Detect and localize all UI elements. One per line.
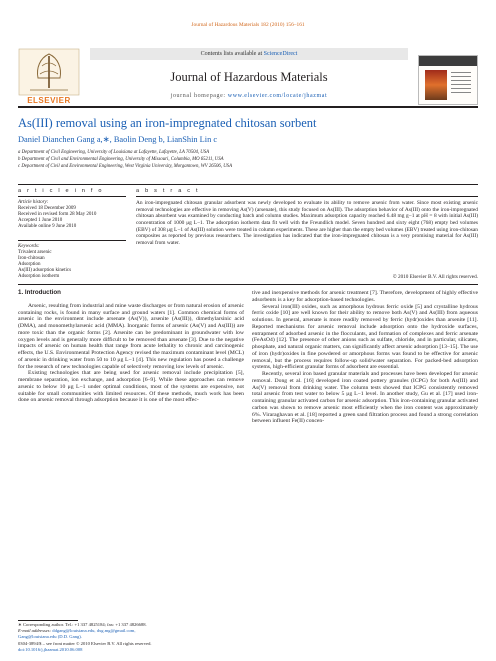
affiliation: a Department of Civil Engineering, University of Louisiana at Lafayette, Lafayette, LA 70504, USA [18, 150, 210, 155]
corresponding-author: ∗ Corresponding author. Tel.: +1 337 4825184; fax: +1 337 4826688. [18, 622, 147, 627]
journal-cover-image [418, 55, 478, 105]
email-link[interactable]: Gang@louisiana.edu (D.D. Gang). [18, 633, 82, 639]
paragraph: Several iron(III) oxides, such as amorphous hydrous ferric oxide [5] and crystalline hydrous ferric oxide [10] are well known for their ability to remove both As(V) and As(III) from aqueous solutions. In general, arsenate is more readily removed by ferric (hydr)oxides than arsenite [11]. Reported mechanisms for arsenic removal include adsorption onto the hydroxide surfaces, entrapment of adsorbed arsenic in the flocculants, and formation of complexes and ferric arsenate (FeAsO4) [12]. The presence of other anions such as sulfate, chloride, and in particular, silicates, phosphate, and natural organic matters, can significantly affect arsenic adsorption [13–15]. The use of iron (hydr)oxides in fine powdered or amorphous forms was found to be effective for arsenic removal, but the process requires follow-up solid/water separation. For packed-bed adsorption systems, high-efficient granular forms of adsorbent are essential. [252, 303, 478, 371]
history-entry: Accepted 1 June 2010 [18, 218, 63, 224]
history-title: Article history: [18, 200, 49, 205]
email-prefix: E-mail addresses: [18, 627, 53, 633]
journal-reference: Journal of Hazardous Materials 182 (2010) 156–161 [191, 22, 305, 28]
left-column [18, 290, 244, 404]
header-rule [18, 106, 478, 108]
history-entry: Available online 9 June 2010 [18, 224, 77, 230]
keyword: Adsorption [18, 262, 41, 268]
homepage-link[interactable]: www.elsevier.com/locate/jhazmat [227, 93, 328, 99]
sciencedirect-link[interactable]: ScienceDirect [263, 51, 298, 57]
paragraph: Arsenic, resulting from industrial and mine waste discharges or from natural erosion of arsenic containing rocks, is found in many surface and ground waters [1]. Common chemical forms of arsenic in the environment include arsenate (As(V)), arsenite (As(III)), dimethylarsinic acid (DMA), and monomethylarsenic acid (MMA). Inorganic forms of arsenic (As(V) and As(III)) are more toxic than the organic forms [2]. Arsenite can be predominant in groundwater with low oxygen levels and is generally more difficult to be removed than arsenate [3]. Due to the negative impacts of arsenic on human health that range from acute lethality to chronic and carcinogenic effects, the U.S. Environmental Protection Agency revised the maximum contaminant level (MCL) of arsenic in drinking water from 50 to 10 μg L−1 [4]. This new regulation has posed a challenge for the research of new technologies capable of selectively removing low levels of arsenic. [18, 302, 244, 370]
paragraph: Existing technologies that are being used for arsenic removal include precipitation [5], membrane separation, ion exchange, and adsorption [6–9]. While these approaches can remove arsenic to below 10 μg L−1 under optimal conditions, most of the systems are expensive, not suitable for small communities with limited resources. Of these methods, much work has been done on arsenic removal through adsorption because it is one of the most effec- [18, 370, 244, 404]
issn-line: 0304-3894/$ – see front matter © 2010 Elsevier B.V. All rights reserved. [18, 641, 152, 647]
abstract-rule [136, 196, 478, 197]
publisher-name: ELSEVIER [27, 96, 71, 105]
journal-homepage [90, 93, 408, 99]
keyword: As(III) adsorption kinetics [18, 268, 72, 274]
keyword: Trivalent arsenic [18, 250, 52, 256]
section-rule [18, 184, 478, 185]
keywords-title: Keywords: [18, 244, 40, 249]
article-history [18, 200, 126, 230]
author-list: Daniel Dianchen Gang a,∗, Baolin Deng b, LianShin Lin c [18, 135, 218, 144]
paragraph: Recently, several iron based granular materials and processes have been developed for arsenic removal. Dong et al. [16] developed iron coated pottery granules (ICPG) for both As(III) and As(V) removal from drinking water. The column tests showed that ICPG consistently removed total arsenic from test water to below 5 μg L−1 level. In another study, Gu et al. [17] used iron-containing granular activated carbon for arsenic adsorption. This iron-containing granular activated carbon was shown to remove arsenic most efficiently when the iron content was approximately 6%. Viraraghavan et al. [18] reported a green sand filtration process and found a strong correlation between influent Fe(II) concen- [252, 371, 478, 425]
history-entry: Received 18 December 2009 [18, 206, 76, 212]
paragraph: tive and inexpensive methods for arsenic treatment [7]. Therefore, development of highly effective adsorbents is a key for adsorption-based technologies. [252, 290, 478, 303]
keyword: Adsorption isotherm [18, 274, 60, 280]
history-entry: Received in revised form 28 May 2010 [18, 212, 97, 218]
body-rule [18, 284, 478, 285]
journal-title: Journal of Hazardous Materials [170, 70, 328, 84]
article-info-rule [18, 196, 126, 197]
footnote-rule [18, 620, 78, 621]
keyword: Iron-chitosan [18, 256, 45, 262]
abstract-text: An iron-impregnated chitosan granular adsorbent was newly developed to evaluate its ability to remove arsenic from water. Since most existing arsenic removal technologies are effective in removing As(V) (arsenate), this study focused on As(III). The adsorption behavior of As(III) onto the iron-impregnated chitosan absorbent was examined by conducting batch and column studies. Maximum adsorption capacity reached 6.48 mg g−1 at pH = 8 with initial As(III) concentration of 1000 μg L−1. The adsorption isotherm data fit well with the Freundlich model. Seven hundred and sixty eight (768) empty bed volumes (EBV) of 308 μg L−1 of As(III) solution were treated in column experiments. These are higher than the empty bed volumes (EBV) treated using iron-chitosan composites as reported by previous researchers. The investigation has indicated that the iron-impregnated chitosan is a very promising material for As(III) removal from water. [136, 200, 478, 246]
doi-link[interactable]: doi:10.1016/j.jhazmat.2010.06.008 [18, 647, 83, 653]
email-link[interactable]: ddgang@louisiana.edu, dxg.mg@gmail.com, [52, 627, 136, 633]
contents-bar [90, 48, 408, 60]
footnote [18, 622, 244, 653]
section-heading: 1. Introduction [18, 289, 61, 296]
right-column [252, 290, 478, 425]
homepage-label: journal homepage: [170, 93, 228, 99]
affiliation: c Department of Civil and Environmental Engineering, West Virginia University, Morgantown, WV 26506, USA [18, 164, 233, 169]
paper-title: As(III) removal using an iron-impregnated chitosan sorbent [18, 116, 317, 130]
abstract-label: a b s t r a c t [136, 188, 200, 194]
keywords [18, 244, 126, 281]
copyright-notice: © 2010 Elsevier B.V. All rights reserved. [392, 274, 478, 280]
article-info-label: a r t i c l e i n f o [18, 188, 104, 194]
contents-prefix: Contents lists available at [200, 51, 264, 57]
affiliation: b Department of Civil and Environmental Engineering, University of Missouri, Columbia, MO 65211, USA [18, 157, 224, 162]
